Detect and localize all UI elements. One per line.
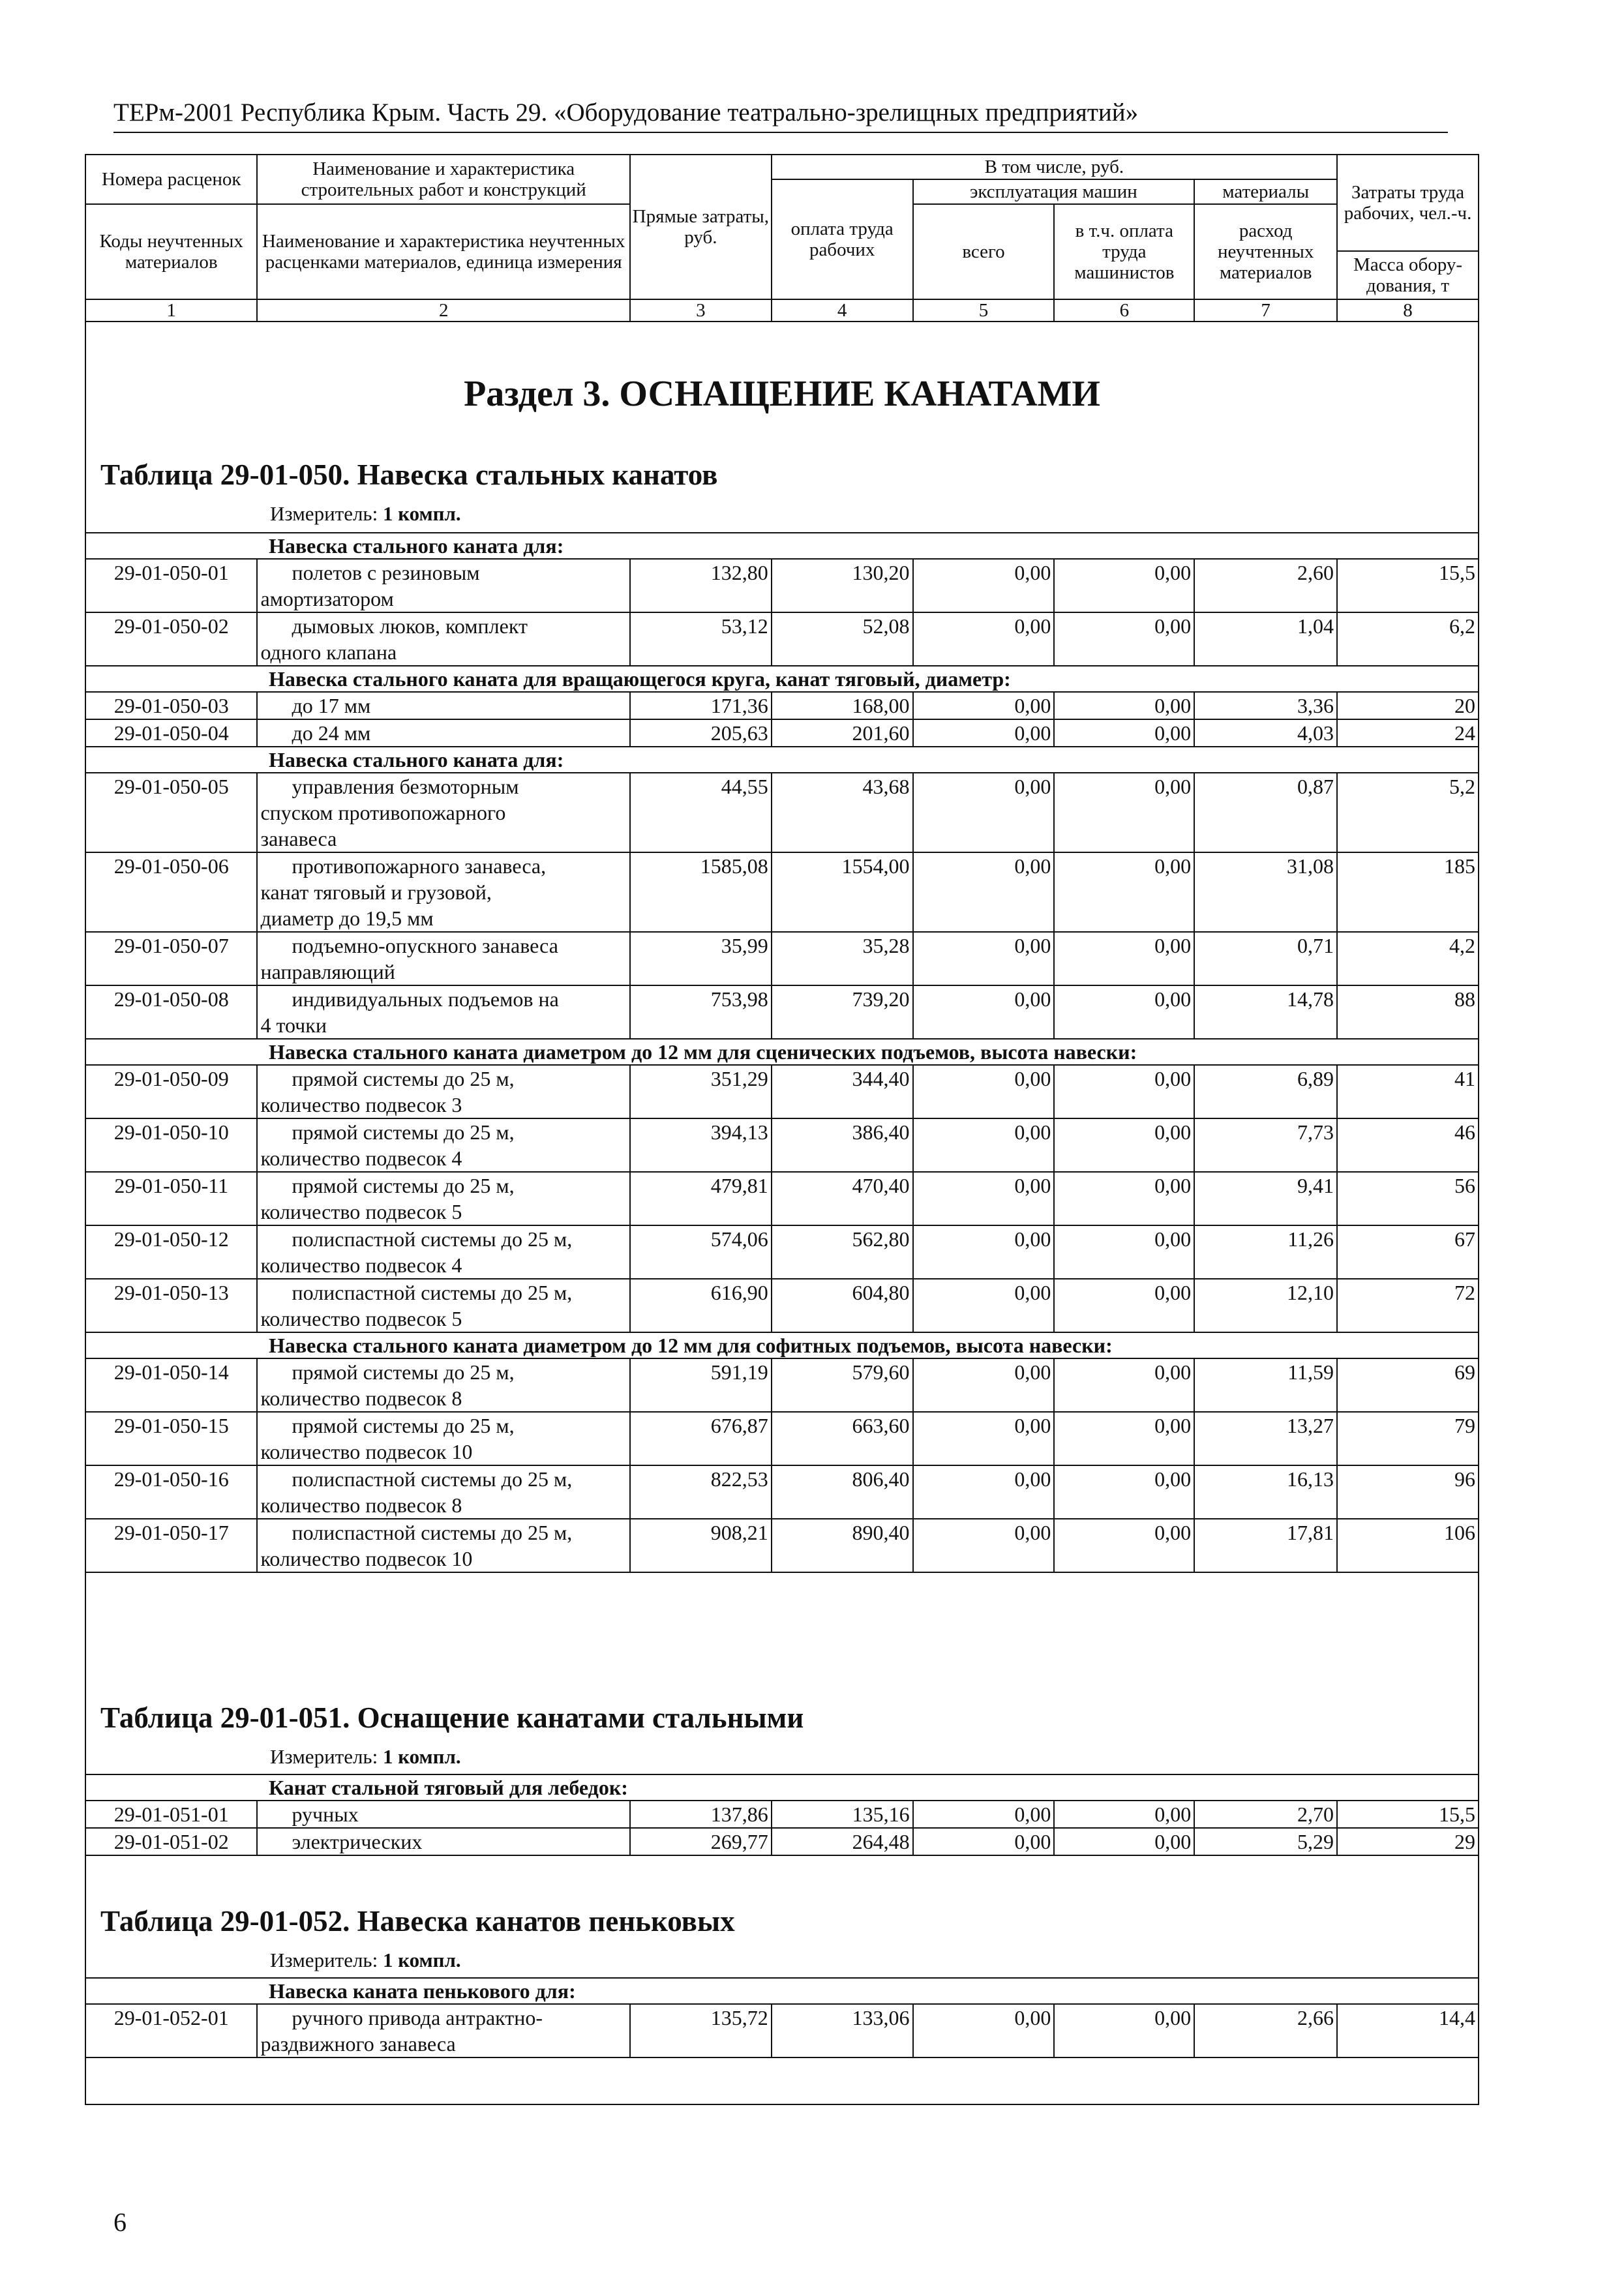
- table-title: Таблица 29-01-051. Оснащение канатами стальными: [100, 1701, 804, 1734]
- machinist-pay-cell: 0,00: [1054, 2004, 1194, 2057]
- meter-value: 1 компл.: [382, 502, 461, 525]
- rate-name-line: прямой системы до 25 м,: [292, 1067, 515, 1090]
- rate-name-line: полиспастной системы до 25 м,: [292, 1521, 573, 1544]
- meter-value: 1 компл.: [382, 1745, 461, 1768]
- materials-cell: 6,89: [1194, 1065, 1337, 1118]
- rate-name: [257, 1225, 629, 1279]
- machines-total-cell: 0,00: [913, 719, 1055, 747]
- rates-table: [85, 1977, 1479, 2058]
- rate-code: 29-01-050-10: [85, 1118, 257, 1172]
- rate-code: 29-01-050-04: [85, 719, 257, 747]
- rate-name: [257, 1172, 629, 1225]
- table-row: [85, 1412, 1479, 1465]
- table-meter: [270, 1745, 461, 1769]
- direct-costs-cell: 479,81: [630, 1172, 772, 1225]
- column-number: 5: [913, 299, 1055, 322]
- rate-name-line: количество подвесок 10: [260, 1440, 473, 1463]
- rate-code: 29-01-050-16: [85, 1465, 257, 1519]
- materials-cell: 16,13: [1194, 1465, 1337, 1519]
- materials-cell: 4,03: [1194, 719, 1337, 747]
- materials-cell: 2,70: [1194, 1801, 1337, 1828]
- labor-pay-cell: 604,80: [772, 1279, 913, 1332]
- labor-pay-cell: 579,60: [772, 1358, 913, 1412]
- header-machines-total: всего: [913, 204, 1055, 299]
- table-row: [85, 692, 1479, 719]
- labor-pay-cell: 201,60: [772, 719, 913, 747]
- table-row: [85, 773, 1479, 852]
- machinist-pay-cell: 0,00: [1054, 1172, 1194, 1225]
- table-row: [85, 1225, 1479, 1279]
- header-equipment-mass: Масса обору-дования, т: [1337, 251, 1479, 299]
- table-meter: [270, 502, 461, 526]
- rate-name: [257, 1801, 629, 1828]
- rate-name-line: занавеса: [260, 827, 337, 850]
- rate-name-line: прямой системы до 25 м,: [292, 1174, 515, 1197]
- section-title: Раздел 3. ОСНАЩЕНИЕ КАНАТАМИ: [464, 374, 1100, 414]
- table-row: [85, 612, 1479, 666]
- rate-code: 29-01-050-02: [85, 612, 257, 666]
- rate-name-line: до 17 мм: [292, 694, 371, 717]
- meter-value: 1 компл.: [382, 1949, 461, 1971]
- header-material-codes: Коды неучтенных материалов: [85, 204, 257, 299]
- labor-costs-cell: 15,5: [1337, 1801, 1479, 1828]
- rate-name: [257, 1358, 629, 1412]
- direct-costs-cell: 269,77: [630, 1828, 772, 1855]
- labor-costs-cell: 14,4: [1337, 2004, 1479, 2057]
- labor-costs-cell: 41: [1337, 1065, 1479, 1118]
- rate-name-line: прямой системы до 25 м,: [292, 1360, 515, 1384]
- header-material-usage: расход неучтенных материалов: [1194, 204, 1337, 299]
- rate-name-line: амортизатором: [260, 587, 394, 610]
- machinist-pay-cell: 0,00: [1054, 1801, 1194, 1828]
- labor-costs-cell: 185: [1337, 852, 1479, 932]
- rate-code: 29-01-050-01: [85, 559, 257, 612]
- column-number: 4: [772, 299, 913, 322]
- direct-costs-cell: 574,06: [630, 1225, 772, 1279]
- rate-name-line: раздвижного занавеса: [260, 2032, 456, 2056]
- rate-code: 29-01-050-05: [85, 773, 257, 852]
- rate-name-line: количество подвесок 4: [260, 1146, 462, 1170]
- direct-costs-cell: 137,86: [630, 1801, 772, 1828]
- table-row: [85, 1519, 1479, 1572]
- rate-code: 29-01-050-13: [85, 1279, 257, 1332]
- rate-code: 29-01-051-02: [85, 1828, 257, 1855]
- rate-name-line: дымовых люков, комплект: [292, 614, 528, 638]
- rates-table: [85, 1774, 1479, 1856]
- machinist-pay-cell: 0,00: [1054, 559, 1194, 612]
- machines-total-cell: 0,00: [913, 1358, 1055, 1412]
- labor-pay-cell: 739,20: [772, 985, 913, 1039]
- rate-name: [257, 559, 629, 612]
- machines-total-cell: 0,00: [913, 1172, 1055, 1225]
- labor-pay-cell: 52,08: [772, 612, 913, 666]
- group-row: [85, 1774, 1479, 1801]
- machines-total-cell: 0,00: [913, 1828, 1055, 1855]
- rate-name: [257, 1519, 629, 1572]
- rate-name-line: одного клапана: [260, 640, 397, 664]
- machinist-pay-cell: 0,00: [1054, 1225, 1194, 1279]
- machines-total-cell: 0,00: [913, 1412, 1055, 1465]
- labor-pay-cell: 663,60: [772, 1412, 913, 1465]
- labor-costs-cell: 29: [1337, 1828, 1479, 1855]
- meter-label: Измеритель:: [270, 502, 378, 525]
- materials-cell: 3,36: [1194, 692, 1337, 719]
- rate-name-line: количество подвесок 8: [260, 1386, 462, 1410]
- machinist-pay-cell: 0,00: [1054, 612, 1194, 666]
- materials-cell: 2,66: [1194, 2004, 1337, 2057]
- header-labor-costs: Затраты труда рабочих, чел.-ч.: [1337, 155, 1479, 251]
- header-machinist-pay: в т.ч. оплата труда машинистов: [1054, 204, 1194, 299]
- rate-name-line: индивидуальных подъемов на: [292, 987, 559, 1011]
- rate-code: 29-01-050-07: [85, 932, 257, 985]
- rate-name: [257, 612, 629, 666]
- rate-name: [257, 692, 629, 719]
- labor-costs-cell: 69: [1337, 1358, 1479, 1412]
- rate-code: 29-01-050-08: [85, 985, 257, 1039]
- rate-code: 29-01-050-11: [85, 1172, 257, 1225]
- rate-code: 29-01-050-06: [85, 852, 257, 932]
- table-row: [85, 1118, 1479, 1172]
- rates-table: [85, 532, 1479, 1573]
- machines-total-cell: 0,00: [913, 612, 1055, 666]
- table-row: [85, 1828, 1479, 1855]
- labor-pay-cell: 344,40: [772, 1065, 913, 1118]
- table-row: [85, 932, 1479, 985]
- table-row: [85, 1358, 1479, 1412]
- table-row: [85, 1279, 1479, 1332]
- table-row: [85, 985, 1479, 1039]
- rate-name: [257, 773, 629, 852]
- group-heading: Навеска стального каната для:: [85, 533, 1479, 559]
- labor-pay-cell: 35,28: [772, 932, 913, 985]
- rate-name-line: 4 точки: [260, 1013, 327, 1037]
- labor-pay-cell: 264,48: [772, 1828, 913, 1855]
- materials-cell: 2,60: [1194, 559, 1337, 612]
- machines-total-cell: 0,00: [913, 559, 1055, 612]
- machines-total-cell: 0,00: [913, 1801, 1055, 1828]
- rate-name-line: количество подвесок 3: [260, 1093, 462, 1116]
- machinist-pay-cell: 0,00: [1054, 1118, 1194, 1172]
- column-number: 1: [85, 299, 257, 322]
- rate-name-line: диаметр до 19,5 мм: [260, 906, 434, 930]
- header-rule: [113, 132, 1448, 133]
- rate-code: 29-01-050-09: [85, 1065, 257, 1118]
- rate-name: [257, 1828, 629, 1855]
- machines-total-cell: 0,00: [913, 1225, 1055, 1279]
- machinist-pay-cell: 0,00: [1054, 719, 1194, 747]
- group-row: [85, 747, 1479, 773]
- table-row: [85, 2004, 1479, 2057]
- machinist-pay-cell: 0,00: [1054, 1358, 1194, 1412]
- rate-name-line: ручных: [292, 1803, 359, 1826]
- group-heading: Канат стальной тяговый для лебедок:: [85, 1774, 1479, 1801]
- labor-pay-cell: 890,40: [772, 1519, 913, 1572]
- rate-name-line: спуском противопожарного: [260, 801, 506, 824]
- rate-code: 29-01-050-15: [85, 1412, 257, 1465]
- materials-cell: 11,59: [1194, 1358, 1337, 1412]
- rate-name-line: направляющий: [260, 960, 395, 983]
- rate-name: [257, 985, 629, 1039]
- header-name: Наименование и характеристика строительных работ и конструкций: [257, 155, 629, 204]
- labor-costs-cell: 67: [1337, 1225, 1479, 1279]
- labor-costs-cell: 46: [1337, 1118, 1479, 1172]
- table-title: Таблица 29-01-050. Навеска стальных канатов: [100, 458, 718, 491]
- machines-total-cell: 0,00: [913, 852, 1055, 932]
- running-header: ТЕРм-2001 Республика Крым. Часть 29. «Оборудование театрально-зрелищных предприятий»: [113, 98, 1139, 127]
- rate-code: 29-01-052-01: [85, 2004, 257, 2057]
- column-header-table: [85, 154, 1479, 322]
- rate-name: [257, 2004, 629, 2057]
- meter-label: Измеритель:: [270, 1949, 378, 1971]
- labor-costs-cell: 106: [1337, 1519, 1479, 1572]
- machinist-pay-cell: 0,00: [1054, 985, 1194, 1039]
- labor-pay-cell: 562,80: [772, 1225, 913, 1279]
- direct-costs-cell: 394,13: [630, 1118, 772, 1172]
- labor-costs-cell: 79: [1337, 1412, 1479, 1465]
- labor-costs-cell: 20: [1337, 692, 1479, 719]
- labor-costs-cell: 24: [1337, 719, 1479, 747]
- rate-name-line: прямой системы до 25 м,: [292, 1414, 515, 1437]
- direct-costs-cell: 35,99: [630, 932, 772, 985]
- rate-name-line: ручного привода антрактно-: [292, 2006, 543, 2029]
- machines-total-cell: 0,00: [913, 773, 1055, 852]
- direct-costs-cell: 171,36: [630, 692, 772, 719]
- labor-costs-cell: 96: [1337, 1465, 1479, 1519]
- rate-name: [257, 852, 629, 932]
- rate-name-line: полиспастной системы до 25 м,: [292, 1467, 573, 1491]
- direct-costs-cell: 351,29: [630, 1065, 772, 1118]
- machinist-pay-cell: 0,00: [1054, 852, 1194, 932]
- materials-cell: 14,78: [1194, 985, 1337, 1039]
- meter-label: Измеритель:: [270, 1745, 378, 1768]
- direct-costs-cell: 591,19: [630, 1358, 772, 1412]
- group-row: [85, 1978, 1479, 2004]
- direct-costs-cell: 44,55: [630, 773, 772, 852]
- machines-total-cell: 0,00: [913, 1065, 1055, 1118]
- group-heading: Навеска стального каната для вращающегося круга, канат тяговый, диаметр:: [85, 666, 1479, 692]
- header-materials: материалы: [1194, 179, 1337, 204]
- rate-name-line: канат тяговый и грузовой,: [260, 880, 492, 904]
- column-number: 8: [1337, 299, 1479, 322]
- materials-cell: 7,73: [1194, 1118, 1337, 1172]
- materials-cell: 13,27: [1194, 1412, 1337, 1465]
- table-row: [85, 1465, 1479, 1519]
- direct-costs-cell: 53,12: [630, 612, 772, 666]
- rate-name: [257, 932, 629, 985]
- direct-costs-cell: 616,90: [630, 1279, 772, 1332]
- materials-cell: 0,71: [1194, 932, 1337, 985]
- group-row: [85, 1332, 1479, 1358]
- direct-costs-cell: 132,80: [630, 559, 772, 612]
- rate-code: 29-01-050-03: [85, 692, 257, 719]
- column-number: 6: [1054, 299, 1194, 322]
- machinist-pay-cell: 0,00: [1054, 1279, 1194, 1332]
- machinist-pay-cell: 0,00: [1054, 1412, 1194, 1465]
- materials-cell: 9,41: [1194, 1172, 1337, 1225]
- labor-costs-cell: 4,2: [1337, 932, 1479, 985]
- labor-costs-cell: 88: [1337, 985, 1479, 1039]
- machines-total-cell: 0,00: [913, 1465, 1055, 1519]
- materials-cell: 0,87: [1194, 773, 1337, 852]
- labor-costs-cell: 15,5: [1337, 559, 1479, 612]
- rate-code: 29-01-051-01: [85, 1801, 257, 1828]
- header-including: В том числе, руб.: [772, 155, 1337, 179]
- materials-cell: 31,08: [1194, 852, 1337, 932]
- table-row: [85, 1065, 1479, 1118]
- labor-pay-cell: 386,40: [772, 1118, 913, 1172]
- machinist-pay-cell: 0,00: [1054, 1065, 1194, 1118]
- group-heading: Навеска стального каната диаметром до 12 мм для сценических подъемов, высота навески:: [85, 1039, 1479, 1065]
- page-number: 6: [113, 2207, 127, 2237]
- rate-name-line: количество подвесок 10: [260, 1547, 473, 1570]
- group-row: [85, 533, 1479, 559]
- labor-costs-cell: 72: [1337, 1279, 1479, 1332]
- rate-name-line: противопожарного занавеса,: [292, 854, 547, 878]
- machines-total-cell: 0,00: [913, 1519, 1055, 1572]
- column-number: 7: [1194, 299, 1337, 322]
- machines-total-cell: 0,00: [913, 932, 1055, 985]
- materials-cell: 5,29: [1194, 1828, 1337, 1855]
- rate-name-line: управления безмоторным: [292, 775, 519, 798]
- machinist-pay-cell: 0,00: [1054, 1828, 1194, 1855]
- labor-pay-cell: 470,40: [772, 1172, 913, 1225]
- group-heading: Навеска стального каната диаметром до 12 мм для софитных подъемов, высота навески:: [85, 1332, 1479, 1358]
- labor-pay-cell: 806,40: [772, 1465, 913, 1519]
- labor-pay-cell: 168,00: [772, 692, 913, 719]
- labor-pay-cell: 130,20: [772, 559, 913, 612]
- rate-name-line: до 24 мм: [292, 721, 371, 745]
- machines-total-cell: 0,00: [913, 2004, 1055, 2057]
- rate-name-line: прямой системы до 25 м,: [292, 1120, 515, 1144]
- machines-total-cell: 0,00: [913, 1118, 1055, 1172]
- labor-pay-cell: 135,16: [772, 1801, 913, 1828]
- direct-costs-cell: 908,21: [630, 1519, 772, 1572]
- group-row: [85, 666, 1479, 692]
- rate-name-line: количество подвесок 8: [260, 1493, 462, 1517]
- table-row: [85, 559, 1479, 612]
- rate-name: [257, 1279, 629, 1332]
- direct-costs-cell: 753,98: [630, 985, 772, 1039]
- rate-name-line: количество подвесок 5: [260, 1307, 462, 1330]
- direct-costs-cell: 135,72: [630, 2004, 772, 2057]
- materials-cell: 17,81: [1194, 1519, 1337, 1572]
- machines-total-cell: 0,00: [913, 985, 1055, 1039]
- table-title: Таблица 29-01-052. Навеска канатов пеньковых: [100, 1905, 735, 1937]
- labor-costs-cell: 5,2: [1337, 773, 1479, 852]
- header-direct-costs: Прямые затраты, руб.: [630, 155, 772, 299]
- header-labor-pay: оплата труда рабочих: [772, 179, 913, 299]
- direct-costs-cell: 205,63: [630, 719, 772, 747]
- direct-costs-cell: 822,53: [630, 1465, 772, 1519]
- table-row: [85, 1172, 1479, 1225]
- rate-name-line: электрических: [292, 1830, 423, 1853]
- rate-name: [257, 1465, 629, 1519]
- machinist-pay-cell: 0,00: [1054, 773, 1194, 852]
- labor-costs-cell: 6,2: [1337, 612, 1479, 666]
- labor-pay-cell: 133,06: [772, 2004, 913, 2057]
- group-heading: Навеска стального каната для:: [85, 747, 1479, 773]
- labor-pay-cell: 43,68: [772, 773, 913, 852]
- column-number: 3: [630, 299, 772, 322]
- machines-total-cell: 0,00: [913, 1279, 1055, 1332]
- rate-name-line: полиспастной системы до 25 м,: [292, 1281, 573, 1304]
- rate-name-line: количество подвесок 4: [260, 1253, 462, 1277]
- machinist-pay-cell: 0,00: [1054, 1519, 1194, 1572]
- table-row: [85, 1801, 1479, 1828]
- header-codes: Номера расценок: [85, 155, 257, 204]
- machinist-pay-cell: 0,00: [1054, 1465, 1194, 1519]
- column-number: 2: [257, 299, 629, 322]
- rate-name: [257, 1065, 629, 1118]
- rate-name: [257, 719, 629, 747]
- rate-name-line: количество подвесок 5: [260, 1200, 462, 1223]
- rate-name: [257, 1118, 629, 1172]
- rate-name-line: полиспастной системы до 25 м,: [292, 1227, 573, 1251]
- table-row: [85, 719, 1479, 747]
- labor-costs-cell: 56: [1337, 1172, 1479, 1225]
- materials-cell: 11,26: [1194, 1225, 1337, 1279]
- materials-cell: 1,04: [1194, 612, 1337, 666]
- direct-costs-cell: 1585,08: [630, 852, 772, 932]
- table-row: [85, 852, 1479, 932]
- direct-costs-cell: 676,87: [630, 1412, 772, 1465]
- rate-name-line: полетов с резиновым: [292, 561, 480, 584]
- group-heading: Навеска каната пенькового для:: [85, 1978, 1479, 2004]
- labor-pay-cell: 1554,00: [772, 852, 913, 932]
- rate-name: [257, 1412, 629, 1465]
- group-row: [85, 1039, 1479, 1065]
- rate-code: 29-01-050-12: [85, 1225, 257, 1279]
- header-material-names: Наименование и характеристика неучтенных расценками материалов, единица измерения: [257, 204, 629, 299]
- rate-code: 29-01-050-14: [85, 1358, 257, 1412]
- machinist-pay-cell: 0,00: [1054, 692, 1194, 719]
- table-meter: [270, 1949, 461, 1972]
- rate-name-line: подъемно-опускного занавеса: [292, 934, 558, 957]
- machinist-pay-cell: 0,00: [1054, 932, 1194, 985]
- machines-total-cell: 0,00: [913, 692, 1055, 719]
- materials-cell: 12,10: [1194, 1279, 1337, 1332]
- rate-code: 29-01-050-17: [85, 1519, 257, 1572]
- header-machines: эксплуатация машин: [913, 179, 1195, 204]
